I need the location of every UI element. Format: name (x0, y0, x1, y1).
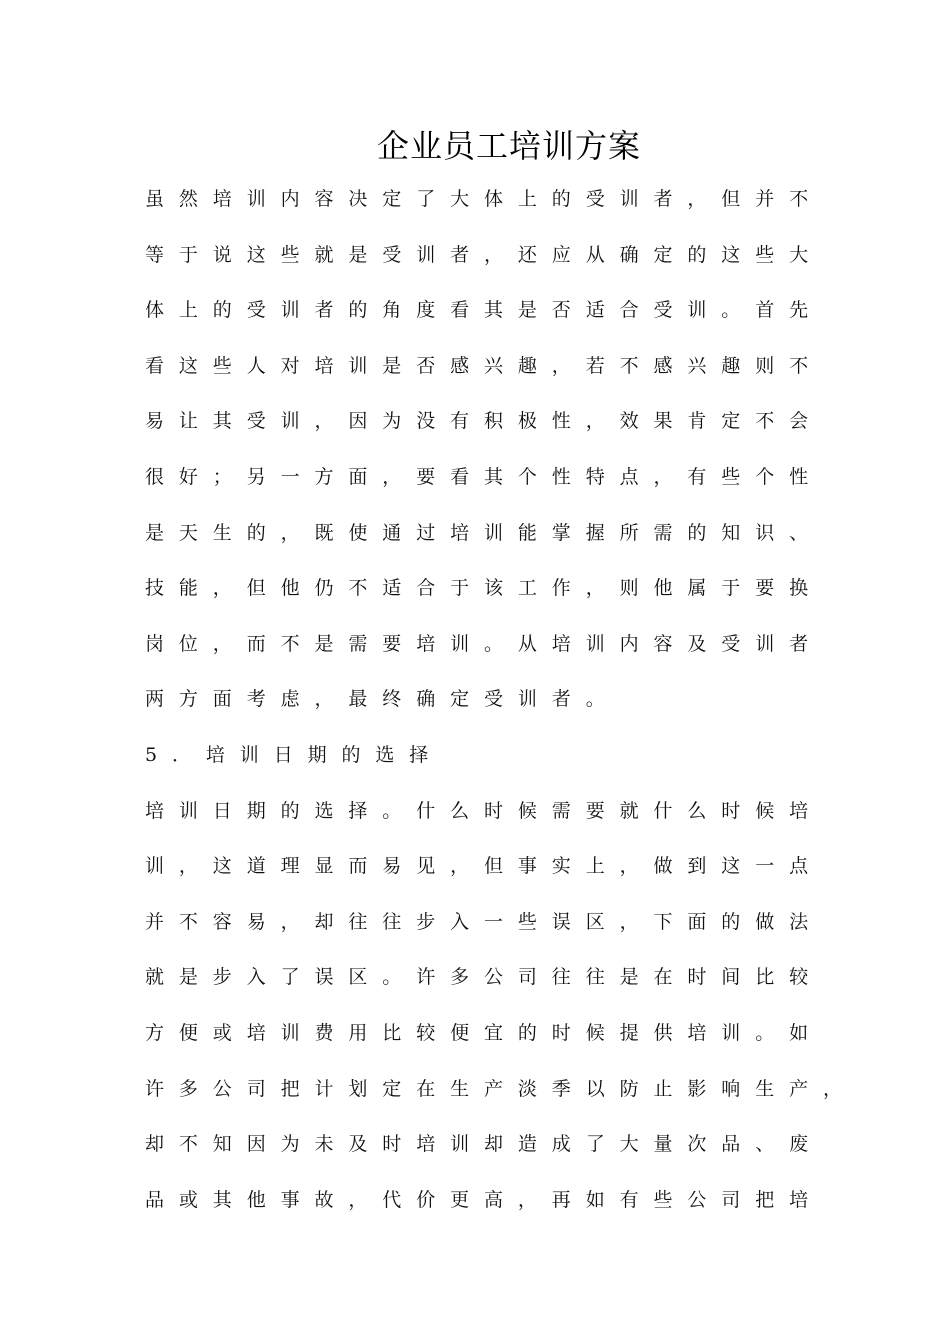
paragraph-line: 方便或培训费用比较便宜的时候提供培训。如 (145, 1021, 824, 1044)
paragraph-line: 很好；另一方面，要看其个性特点，有些个性 (145, 465, 824, 488)
paragraph-line: 体上的受训者的角度看其是否适合受训。首先 (145, 299, 824, 322)
paragraph-line: 虽然培训内容决定了大体上的受训者，但并不 (145, 188, 824, 210)
document-body (145, 172, 857, 1228)
paragraph-line: 就是步入了误区。许多公司往往是在时间比较 (145, 966, 824, 989)
paragraph-line: 看这些人对培训是否感兴趣，若不感兴趣则不 (145, 354, 824, 377)
paragraph-line: 训，这道理显而易见，但事实上，做到这一点 (145, 855, 824, 878)
paragraph-line: 并不容易，却往往步入一些误区，下面的做法 (145, 910, 824, 933)
paragraph-line: 等于说这些就是受训者，还应从确定的这些大 (145, 243, 824, 266)
paragraph-line: 是天生的，既使通过培训能掌握所需的知识、 (145, 521, 824, 544)
paragraph-line: 许多公司把计划定在生产淡季以防止影响生产， (145, 1077, 857, 1100)
section-heading: 5．培训日期的选择 (145, 743, 444, 766)
paragraph-line: 培训日期的选择。什么时候需要就什么时候培 (145, 799, 824, 822)
paragraph-line: 岗位，而不是需要培训。从培训内容及受训者 (145, 632, 824, 655)
paragraph-line: 却不知因为未及时培训却造成了大量次品、废 (145, 1133, 824, 1156)
paragraph-line: 易让其受训，因为没有积极性，效果肯定不会 (145, 410, 824, 433)
document-title: 企业员工培训方案 (376, 127, 641, 165)
paragraph-line: 品或其他事故，代价更高，再如有些公司把培 (145, 1188, 824, 1211)
paragraph-line: 技能，但他仍不适合于该工作，则他属于要换 (145, 577, 824, 600)
paragraph-line: 两方面考虑，最终确定受训者。 (145, 688, 620, 711)
